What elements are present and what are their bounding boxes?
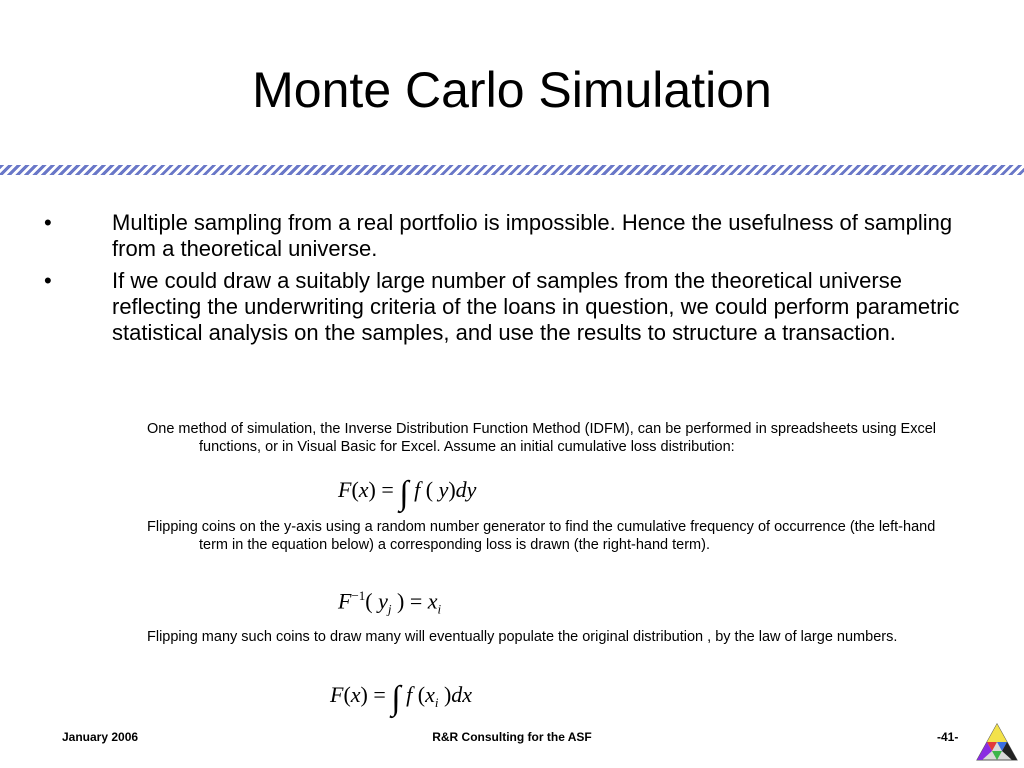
sub-paragraph: One method of simulation, the Inverse Distribution Function Method (IDFM), can be performed in spreadsheets using Excel functions, or in Visual Basic for Excel. Assume an initial cumulative loss distribution: xyxy=(147,421,937,455)
equation-cdf: F(x) = ∫ f ( y)dy xyxy=(338,475,477,512)
bullet-icon: • xyxy=(44,210,52,235)
sub-paragraph: Flipping many such coins to draw many will eventually populate the original distribution , by the law of large numbers. xyxy=(147,629,898,645)
sub-paragraphs xyxy=(147,420,967,646)
bullet-list xyxy=(44,210,974,352)
pyramid-logo-icon xyxy=(975,722,1019,764)
equation-inverse: $F^{-1}$( $y_j$ ) = $x_i$ xyxy=(338,588,442,617)
footer-date: January 2006 xyxy=(62,730,139,744)
bullet-item: • Multiple sampling from a real portfolio is impossible. Hence the usefulness of sampling from a theoretical universe. xyxy=(44,210,953,261)
slide-title: Monte Carlo Simulation xyxy=(252,62,772,118)
sub-paragraph: Flipping coins on the y-axis using a random number generator to find the cumulative frequency of occurrence (the left-hand term in the equation below) a corresponding loss is drawn (the right-hand term). xyxy=(147,519,936,553)
bullet-icon: • xyxy=(44,268,52,293)
title-divider xyxy=(0,165,1024,175)
footer-page-number: -41- xyxy=(937,730,959,744)
footer-company: R&R Consulting for the ASF xyxy=(432,730,592,744)
equation-sample: F(x) = ∫ f ($x_i$ )dx xyxy=(330,680,473,717)
bullet-item: • If we could draw a suitably large number of samples from the theoretical universe reflecting the underwriting criteria of the loans in question, we could perform parametric statistical analysis on the samples, and use the results to structure a transaction. xyxy=(44,268,960,345)
